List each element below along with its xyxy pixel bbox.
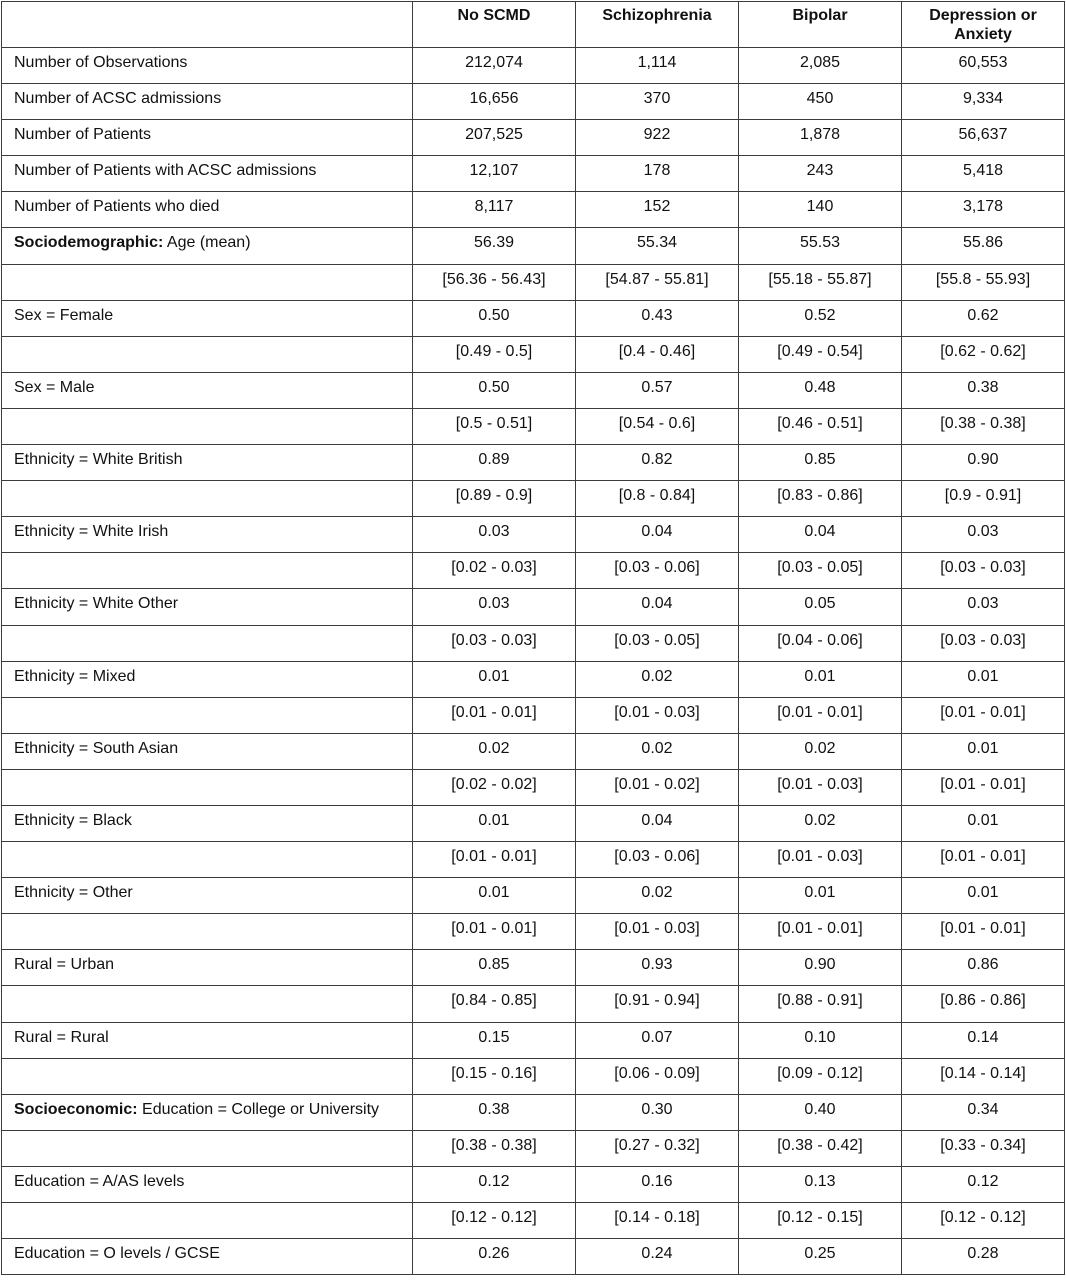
value-cell: [55.18 - 55.87] xyxy=(739,264,902,300)
value-cell: 60,553 xyxy=(902,48,1065,84)
table-row xyxy=(2,192,1065,228)
value-cell: [0.01 - 0.01] xyxy=(739,914,902,950)
table-row xyxy=(2,228,1065,264)
value-cell: [0.04 - 0.06] xyxy=(739,625,902,661)
row-label: Number of Patients who died xyxy=(14,198,220,216)
value-cell: [0.8 - 0.84] xyxy=(576,481,739,517)
table-row xyxy=(2,48,1065,84)
value-cell: [0.38 - 0.38] xyxy=(902,408,1065,444)
value-cell: [0.01 - 0.03] xyxy=(739,769,902,805)
row-label-cell xyxy=(2,950,413,986)
header-cell-schizophrenia: Schizophrenia xyxy=(576,2,739,48)
row-label-cell xyxy=(2,1022,413,1058)
table-row xyxy=(2,661,1065,697)
row-label-cell xyxy=(2,1239,413,1275)
value-cell: 212,074 xyxy=(413,48,576,84)
table-header xyxy=(2,2,1065,48)
row-label: Ethnicity = Black xyxy=(14,811,132,829)
value-cell: 1,114 xyxy=(576,48,739,84)
value-cell: [0.54 - 0.6] xyxy=(576,408,739,444)
value-cell: 56.39 xyxy=(413,228,576,264)
value-cell: 55.86 xyxy=(902,228,1065,264)
value-cell: [0.88 - 0.91] xyxy=(739,986,902,1022)
value-cell: 0.48 xyxy=(739,372,902,408)
value-cell: 0.30 xyxy=(576,1094,739,1130)
value-cell: 9,334 xyxy=(902,84,1065,120)
value-cell: 0.01 xyxy=(413,661,576,697)
table-row xyxy=(2,408,1065,444)
value-cell: 0.03 xyxy=(413,589,576,625)
row-label: Age (mean) xyxy=(163,234,251,252)
table-row xyxy=(2,950,1065,986)
value-cell: [0.27 - 0.32] xyxy=(576,1130,739,1166)
value-cell: 922 xyxy=(576,120,739,156)
value-cell: 243 xyxy=(739,156,902,192)
table-row xyxy=(2,733,1065,769)
value-cell: 0.25 xyxy=(739,1239,902,1275)
row-label-cell xyxy=(2,264,413,300)
value-cell: [0.15 - 0.16] xyxy=(413,1058,576,1094)
row-label-cell xyxy=(2,1094,413,1130)
value-cell: 178 xyxy=(576,156,739,192)
value-cell: 0.02 xyxy=(576,878,739,914)
table-row xyxy=(2,481,1065,517)
value-cell: [0.03 - 0.05] xyxy=(739,553,902,589)
value-cell: 0.82 xyxy=(576,445,739,481)
row-label-cell xyxy=(2,408,413,444)
value-cell: [0.01 - 0.01] xyxy=(413,914,576,950)
row-label-cell xyxy=(2,589,413,625)
value-cell: [0.02 - 0.02] xyxy=(413,769,576,805)
value-cell: [0.49 - 0.5] xyxy=(413,336,576,372)
value-cell: [0.9 - 0.91] xyxy=(902,481,1065,517)
value-cell: 0.28 xyxy=(902,1239,1065,1275)
value-cell: 0.02 xyxy=(576,733,739,769)
value-cell: 0.43 xyxy=(576,300,739,336)
value-cell: 0.01 xyxy=(739,878,902,914)
row-label-cell xyxy=(2,769,413,805)
value-cell: [0.01 - 0.01] xyxy=(902,914,1065,950)
value-cell: 0.04 xyxy=(739,517,902,553)
value-cell: [55.8 - 55.93] xyxy=(902,264,1065,300)
row-label: Ethnicity = White Other xyxy=(14,595,179,613)
header-cell-label xyxy=(2,2,413,48)
value-cell: 0.24 xyxy=(576,1239,739,1275)
table-row xyxy=(2,805,1065,841)
value-cell: [0.33 - 0.34] xyxy=(902,1130,1065,1166)
value-cell: 55.34 xyxy=(576,228,739,264)
table-row xyxy=(2,986,1065,1022)
row-label-cell xyxy=(2,481,413,517)
value-cell: [0.4 - 0.46] xyxy=(576,336,739,372)
value-cell: 0.03 xyxy=(902,517,1065,553)
table-row xyxy=(2,120,1065,156)
value-cell: [0.06 - 0.09] xyxy=(576,1058,739,1094)
value-cell: [56.36 - 56.43] xyxy=(413,264,576,300)
table-row xyxy=(2,264,1065,300)
row-label-cell xyxy=(2,1166,413,1202)
value-cell: 0.38 xyxy=(413,1094,576,1130)
table-row xyxy=(2,625,1065,661)
value-cell: 0.85 xyxy=(739,445,902,481)
value-cell: 0.01 xyxy=(902,733,1065,769)
value-cell: 0.01 xyxy=(902,661,1065,697)
row-label: Number of Patients with ACSC admissions xyxy=(14,162,317,180)
value-cell: [0.12 - 0.12] xyxy=(902,1203,1065,1239)
value-cell: 0.93 xyxy=(576,950,739,986)
header-row xyxy=(2,2,1065,48)
table-row xyxy=(2,1203,1065,1239)
value-cell: [0.14 - 0.14] xyxy=(902,1058,1065,1094)
value-cell: 0.50 xyxy=(413,372,576,408)
value-cell: [0.62 - 0.62] xyxy=(902,336,1065,372)
value-cell: [0.84 - 0.85] xyxy=(413,986,576,1022)
value-cell: [0.01 - 0.01] xyxy=(413,697,576,733)
value-cell: 0.04 xyxy=(576,805,739,841)
row-label: Ethnicity = Mixed xyxy=(14,667,136,685)
row-label-cell xyxy=(2,553,413,589)
value-cell: 0.62 xyxy=(902,300,1065,336)
row-label: Number of ACSC admissions xyxy=(14,90,222,108)
table-row xyxy=(2,517,1065,553)
value-cell: [0.02 - 0.03] xyxy=(413,553,576,589)
table-row xyxy=(2,697,1065,733)
table-row xyxy=(2,1130,1065,1166)
row-label-cell xyxy=(2,805,413,841)
row-label: Ethnicity = White British xyxy=(14,451,183,469)
row-label-cell xyxy=(2,84,413,120)
value-cell: [0.01 - 0.01] xyxy=(413,842,576,878)
row-label-cell xyxy=(2,1203,413,1239)
value-cell: 0.01 xyxy=(413,878,576,914)
value-cell: 0.02 xyxy=(576,661,739,697)
value-cell: 0.14 xyxy=(902,1022,1065,1058)
value-cell: 0.57 xyxy=(576,372,739,408)
row-label-cell xyxy=(2,372,413,408)
value-cell: 5,418 xyxy=(902,156,1065,192)
header-cell-bipolar: Bipolar xyxy=(739,2,902,48)
value-cell: [0.09 - 0.12] xyxy=(739,1058,902,1094)
value-cell: [0.03 - 0.03] xyxy=(413,625,576,661)
table-row xyxy=(2,914,1065,950)
row-label-cell xyxy=(2,120,413,156)
value-cell: [0.01 - 0.01] xyxy=(902,769,1065,805)
value-cell: 12,107 xyxy=(413,156,576,192)
value-cell: [0.38 - 0.42] xyxy=(739,1130,902,1166)
row-label-cell xyxy=(2,625,413,661)
value-cell: [0.89 - 0.9] xyxy=(413,481,576,517)
value-cell: 0.34 xyxy=(902,1094,1065,1130)
value-cell: 0.05 xyxy=(739,589,902,625)
row-label-cell xyxy=(2,156,413,192)
row-label-cell xyxy=(2,733,413,769)
value-cell: [0.01 - 0.03] xyxy=(576,914,739,950)
value-cell: [0.46 - 0.51] xyxy=(739,408,902,444)
value-cell: 0.01 xyxy=(902,805,1065,841)
value-cell: [0.5 - 0.51] xyxy=(413,408,576,444)
value-cell: 207,525 xyxy=(413,120,576,156)
value-cell: [0.12 - 0.12] xyxy=(413,1203,576,1239)
value-cell: [0.83 - 0.86] xyxy=(739,481,902,517)
row-label-cell xyxy=(2,842,413,878)
value-cell: [0.01 - 0.03] xyxy=(576,697,739,733)
value-cell: 8,117 xyxy=(413,192,576,228)
value-cell: 0.86 xyxy=(902,950,1065,986)
value-cell: 0.04 xyxy=(576,517,739,553)
value-cell: [0.01 - 0.01] xyxy=(739,697,902,733)
value-cell: 0.13 xyxy=(739,1166,902,1202)
value-cell: 0.02 xyxy=(739,733,902,769)
value-cell: [0.03 - 0.06] xyxy=(576,553,739,589)
value-cell: 1,878 xyxy=(739,120,902,156)
table-row xyxy=(2,445,1065,481)
value-cell: 0.01 xyxy=(739,661,902,697)
value-cell: 152 xyxy=(576,192,739,228)
value-cell: 3,178 xyxy=(902,192,1065,228)
table-row xyxy=(2,769,1065,805)
row-label-cell xyxy=(2,300,413,336)
value-cell: [0.03 - 0.06] xyxy=(576,842,739,878)
value-cell: 0.38 xyxy=(902,372,1065,408)
value-cell: 0.85 xyxy=(413,950,576,986)
value-cell: 0.03 xyxy=(413,517,576,553)
value-cell: 16,656 xyxy=(413,84,576,120)
header-cell-no-scmd: No SCMD xyxy=(413,2,576,48)
value-cell: 0.89 xyxy=(413,445,576,481)
row-label-cell xyxy=(2,986,413,1022)
table-row xyxy=(2,372,1065,408)
value-cell: 0.01 xyxy=(413,805,576,841)
value-cell: 140 xyxy=(739,192,902,228)
value-cell: [0.49 - 0.54] xyxy=(739,336,902,372)
value-cell: [0.01 - 0.01] xyxy=(902,697,1065,733)
value-cell: [0.03 - 0.05] xyxy=(576,625,739,661)
row-label-cell xyxy=(2,228,413,264)
value-cell: 0.07 xyxy=(576,1022,739,1058)
row-label-cell xyxy=(2,48,413,84)
row-label: Sex = Female xyxy=(14,306,114,324)
table-row xyxy=(2,300,1065,336)
row-section-heading: Sociodemographic: xyxy=(14,234,164,252)
value-cell: 0.52 xyxy=(739,300,902,336)
header-cell-depression-anxiety: Depression or Anxiety xyxy=(902,2,1065,48)
row-label-cell xyxy=(2,1130,413,1166)
row-label: Rural = Urban xyxy=(14,956,115,974)
row-label-cell xyxy=(2,878,413,914)
value-cell: 0.90 xyxy=(902,445,1065,481)
value-cell: 0.15 xyxy=(413,1022,576,1058)
value-cell: 0.04 xyxy=(576,589,739,625)
value-cell: [0.03 - 0.03] xyxy=(902,625,1065,661)
value-cell: 0.16 xyxy=(576,1166,739,1202)
table-row xyxy=(2,1094,1065,1130)
table-row xyxy=(2,1239,1065,1275)
table-row xyxy=(2,84,1065,120)
row-section-heading: Socioeconomic: xyxy=(14,1100,138,1118)
row-label-cell xyxy=(2,661,413,697)
row-label: Rural = Rural xyxy=(14,1028,109,1046)
value-cell: 56,637 xyxy=(902,120,1065,156)
row-label-cell xyxy=(2,336,413,372)
table-row xyxy=(2,553,1065,589)
row-label-cell xyxy=(2,192,413,228)
value-cell: 0.02 xyxy=(413,733,576,769)
row-label: Education = O levels / GCSE xyxy=(14,1245,220,1263)
value-cell: 0.50 xyxy=(413,300,576,336)
table-row xyxy=(2,336,1065,372)
row-label: Education = A/AS levels xyxy=(14,1172,185,1190)
value-cell: [0.01 - 0.01] xyxy=(902,842,1065,878)
value-cell: 370 xyxy=(576,84,739,120)
row-label: Ethnicity = White Irish xyxy=(14,523,169,541)
value-cell: 0.10 xyxy=(739,1022,902,1058)
row-label-cell xyxy=(2,1058,413,1094)
value-cell: 0.01 xyxy=(902,878,1065,914)
value-cell: [0.12 - 0.15] xyxy=(739,1203,902,1239)
row-label-cell xyxy=(2,445,413,481)
table-row xyxy=(2,1166,1065,1202)
value-cell: [54.87 - 55.81] xyxy=(576,264,739,300)
value-cell: 450 xyxy=(739,84,902,120)
value-cell: [0.03 - 0.03] xyxy=(902,553,1065,589)
value-cell: [0.91 - 0.94] xyxy=(576,986,739,1022)
value-cell: 2,085 xyxy=(739,48,902,84)
value-cell: 0.26 xyxy=(413,1239,576,1275)
value-cell: [0.01 - 0.02] xyxy=(576,769,739,805)
table-row xyxy=(2,1022,1065,1058)
value-cell: 0.40 xyxy=(739,1094,902,1130)
row-label: Ethnicity = South Asian xyxy=(14,739,179,757)
row-label: Number of Patients xyxy=(14,126,151,144)
statistics-table xyxy=(1,1,1065,1275)
table-row xyxy=(2,589,1065,625)
table-row xyxy=(2,878,1065,914)
value-cell: 0.12 xyxy=(902,1166,1065,1202)
value-cell: 0.02 xyxy=(739,805,902,841)
row-label: Education = College or University xyxy=(137,1100,380,1118)
table-row xyxy=(2,156,1065,192)
row-label-cell xyxy=(2,914,413,950)
value-cell: 0.03 xyxy=(902,589,1065,625)
value-cell: [0.86 - 0.86] xyxy=(902,986,1065,1022)
row-label: Ethnicity = Other xyxy=(14,884,133,902)
table-row xyxy=(2,842,1065,878)
value-cell: 0.12 xyxy=(413,1166,576,1202)
value-cell: 0.90 xyxy=(739,950,902,986)
row-label-cell xyxy=(2,697,413,733)
value-cell: 55.53 xyxy=(739,228,902,264)
value-cell: [0.01 - 0.03] xyxy=(739,842,902,878)
row-label: Sex = Male xyxy=(14,378,95,396)
value-cell: [0.38 - 0.38] xyxy=(413,1130,576,1166)
row-label-cell xyxy=(2,517,413,553)
table-row xyxy=(2,1058,1065,1094)
row-label: Number of Observations xyxy=(14,54,188,71)
value-cell: [0.14 - 0.18] xyxy=(576,1203,739,1239)
table-body xyxy=(2,48,1065,1275)
